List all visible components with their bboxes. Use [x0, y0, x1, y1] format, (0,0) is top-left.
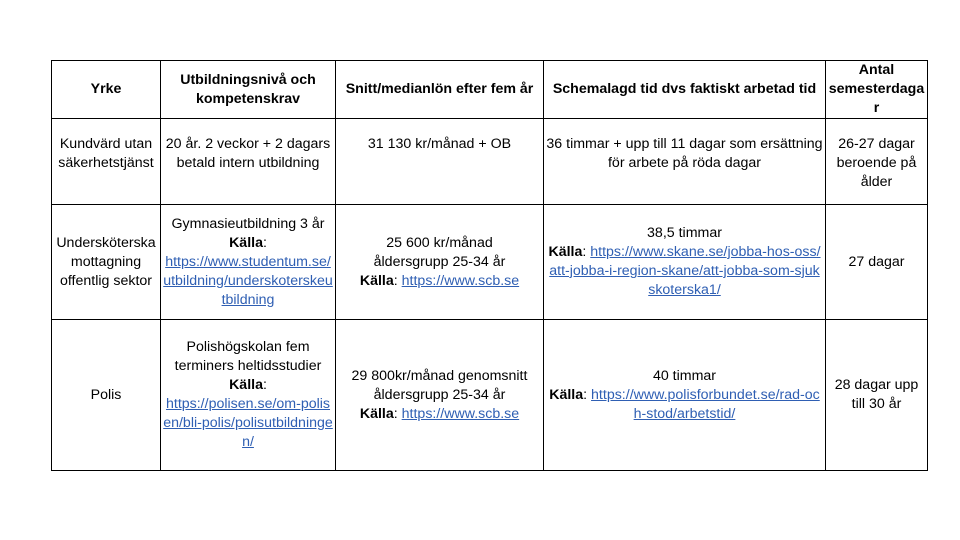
- cell-tid: [544, 205, 826, 320]
- cell-yrke: Polis: [52, 320, 161, 471]
- comparison-table: [51, 60, 928, 471]
- source-label: Källa: [548, 244, 583, 260]
- utbildning-source-link[interactable]: https://www.studentum.se/utbildning/underskoterskeutbildning: [163, 253, 333, 308]
- utbildning-text: Gymnasieutbildning 3 år: [171, 215, 325, 232]
- tid-source-link[interactable]: https://www.polisforbundet.se/rad-och-stod/arbetstid/: [591, 386, 820, 422]
- header-lon: Snitt/medianlön efter fem år: [336, 61, 544, 119]
- cell-lon: [336, 320, 544, 471]
- header-utbildning: Utbildningsnivå och kompetenskrav: [161, 61, 336, 119]
- cell-semester: 27 dagar: [826, 205, 928, 320]
- lon-age-group: åldersgrupp 25-34 år: [373, 386, 506, 403]
- source-label: Källa: [229, 377, 263, 393]
- lon-text: 25 600 kr/månad: [386, 234, 493, 251]
- table-row: [52, 205, 928, 320]
- cell-yrke: Kundvärd utan säkerhetstjänst: [52, 119, 161, 205]
- header-yrke: Yrke: [52, 61, 161, 119]
- tid-source-link[interactable]: https://www.skane.se/jobba-hos-oss/att-jobba-i-region-skane/att-jobba-som-sjukskoterska1/: [549, 244, 821, 298]
- source-line: Källa: https://www.scb.se: [359, 405, 520, 422]
- tid-text: 38,5 timmar: [647, 225, 722, 241]
- source-label: Källa: [549, 386, 584, 403]
- cell-semester: 28 dagar upp till 30 år: [826, 320, 928, 471]
- source-line: Källa: https://www.polisforbundet.se/rad-och-stod/arbetstid/: [549, 386, 820, 422]
- table-row: [52, 320, 928, 471]
- source-line: Källa:: [229, 234, 267, 251]
- source-line: Källa: https://www.scb.se: [359, 272, 520, 289]
- cell-yrke: Undersköterska mottagning offentlig sektor: [52, 205, 161, 320]
- source-label: Källa: [229, 234, 263, 251]
- tid-text: 40 timmar: [652, 367, 717, 384]
- cell-utbildning: 20 år. 2 veckor + 2 dagars betald intern utbildning: [161, 119, 336, 205]
- cell-lon: [336, 205, 544, 320]
- source-line: Källa: https://www.skane.se/jobba-hos-oss/att-jobba-i-region-skane/att-jobba-som-sjukskoterska1/: [548, 244, 821, 298]
- source-label: Källa: [359, 405, 394, 422]
- cell-utbildning: [161, 205, 336, 320]
- cell-tid: [544, 320, 826, 471]
- utbildning-source-link[interactable]: https://polisen.se/om-polisen/bli-polis/polisutbildningen/: [163, 396, 333, 450]
- utbildning-text: Polishögskolan fem terminers heltidsstudier: [174, 339, 322, 374]
- cell-utbildning: [161, 320, 336, 471]
- header-row: [52, 61, 928, 119]
- cell-tid: 36 timmar + upp till 11 dagar som ersättning för arbete på röda dagar: [544, 119, 826, 205]
- table-row: [52, 119, 928, 205]
- header-semester: Antal semesterdagar: [826, 61, 928, 119]
- lon-age-group: åldersgrupp 25-34 år: [373, 253, 506, 270]
- cell-semester: 26-27 dagar beroende på ålder: [826, 119, 928, 205]
- lon-source-link[interactable]: https://www.scb.se: [401, 405, 520, 422]
- cell-lon: 31 130 kr/månad + OB: [336, 119, 544, 205]
- source-line: Källa:: [229, 377, 267, 393]
- header-tid: Schemalagd tid dvs faktiskt arbetad tid: [544, 61, 826, 119]
- source-label: Källa: [359, 272, 394, 289]
- lon-text: 29 800kr/månad genomsnitt: [351, 367, 528, 384]
- lon-source-link[interactable]: https://www.scb.se: [401, 272, 520, 289]
